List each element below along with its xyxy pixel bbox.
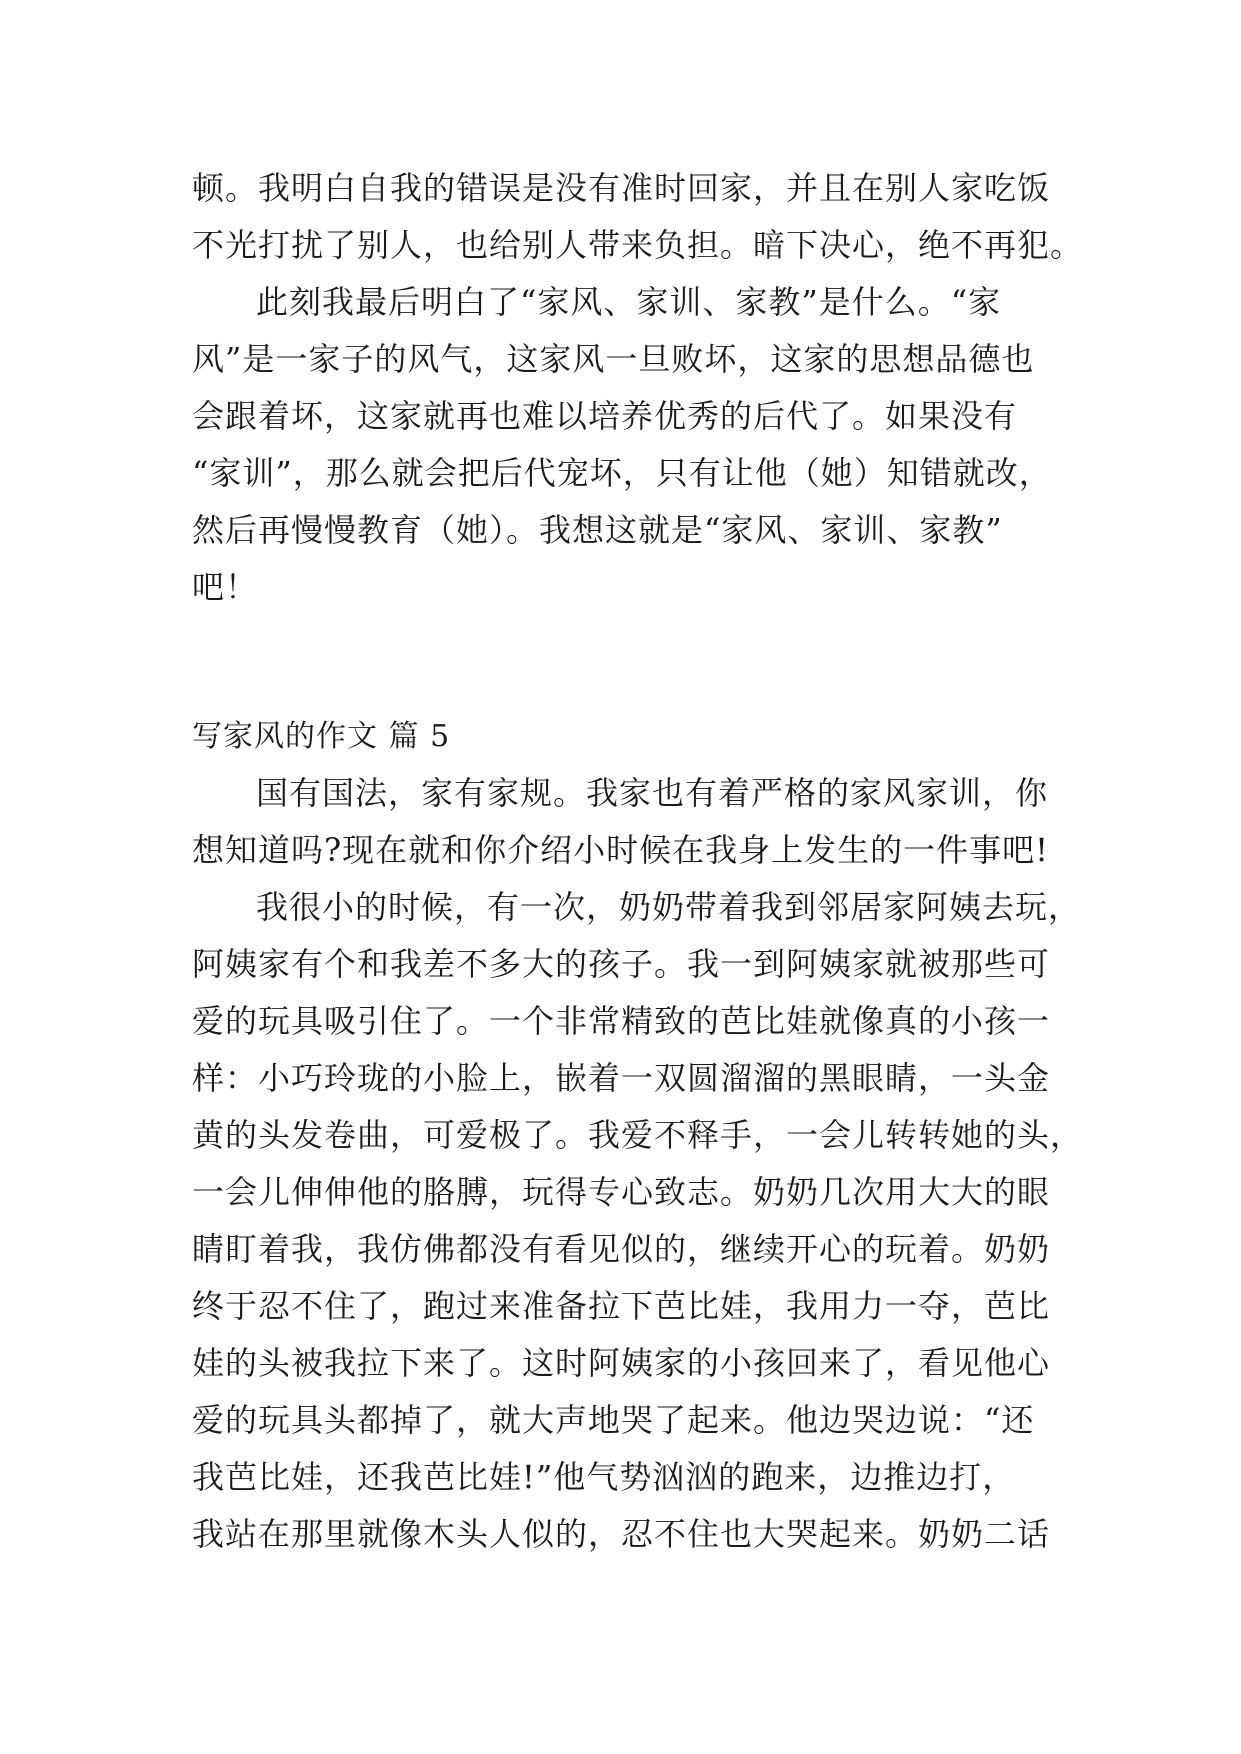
- text-line: 然后再慢慢教育（她）。我想这就是“家风、家训、家教”: [192, 511, 1003, 549]
- paragraph-c: [192, 765, 1062, 879]
- section-title: 写家风的作文 篇 5: [192, 719, 451, 754]
- text-line: 此刻我最后明白了“家风、家训、家教”是什么。“家: [256, 283, 1002, 321]
- paragraph-d: [192, 879, 1084, 1563]
- section-spacer: [192, 616, 1062, 708]
- text-line: 娃的头被我拉下来了。这时阿姨家的小孩回来了，看见他心: [192, 1344, 1051, 1382]
- text-line: 不光打扰了别人，也给别人带来负担。暗下决心，绝不再犯。: [192, 226, 1084, 264]
- text-line: 想知道吗?现在就和你介绍小时候在我身上发生的一件事吧!: [192, 831, 1050, 869]
- text-line: 我站在那里就像木头人似的，忍不住也大哭起来。奶奶二话: [192, 1515, 1051, 1553]
- text-line: 黄的头发卷曲，可爱极了。我爱不释手，一会儿转转她的头，: [192, 1116, 1084, 1154]
- text-line: 风”是一家子的风气，这家风一旦败坏，这家的思想品德也: [192, 340, 1035, 378]
- text-line: 吧！: [192, 568, 259, 606]
- text-line: “家训”，那么就会把后代宠坏，只有让他（她）知错就改，: [192, 454, 1052, 492]
- paragraph-a: [192, 160, 1084, 274]
- text-line: 爱的玩具头都掉了，就大声地哭了起来。他边哭边说：“还: [192, 1401, 1035, 1439]
- text-line: 会跟着坏，这家就再也难以培养优秀的后代了。如果没有: [192, 397, 1018, 435]
- text-line: 顿。我明白自我的错误是没有准时回家，并且在别人家吃饭: [192, 169, 1051, 207]
- text-line: 我芭比娃，还我芭比娃!”他气势汹汹的跑来，边推边打，: [192, 1458, 1016, 1496]
- text-line: 一会儿伸伸他的胳膊，玩得专心致志。奶奶几次用大大的眼: [192, 1173, 1051, 1211]
- text-line: 爱的玩具吸引住了。一个非常精致的芭比娃就像真的小孩一: [192, 1002, 1051, 1040]
- text-line: 睛盯着我，我仿佛都没有看见似的，继续开心的玩着。奶奶: [192, 1230, 1051, 1268]
- text-line: 国有国法，家有家规。我家也有着严格的家风家训，你: [256, 774, 1049, 812]
- document-page: [192, 160, 1084, 1563]
- text-line: 阿姨家有个和我差不多大的孩子。我一到阿姨家就被那些可: [192, 945, 1051, 983]
- text-line: 终于忍不住了，跑过来准备拉下芭比娃，我用力一夺，芭比: [192, 1287, 1051, 1325]
- paragraph-b: [192, 274, 1062, 616]
- text-line: 样：小巧玲珑的小脸上，嵌着一双圆溜溜的黑眼睛，一头金: [192, 1059, 1051, 1097]
- text-line: 我很小的时候，有一次，奶奶带着我到邻居家阿姨去玩，: [256, 888, 1082, 926]
